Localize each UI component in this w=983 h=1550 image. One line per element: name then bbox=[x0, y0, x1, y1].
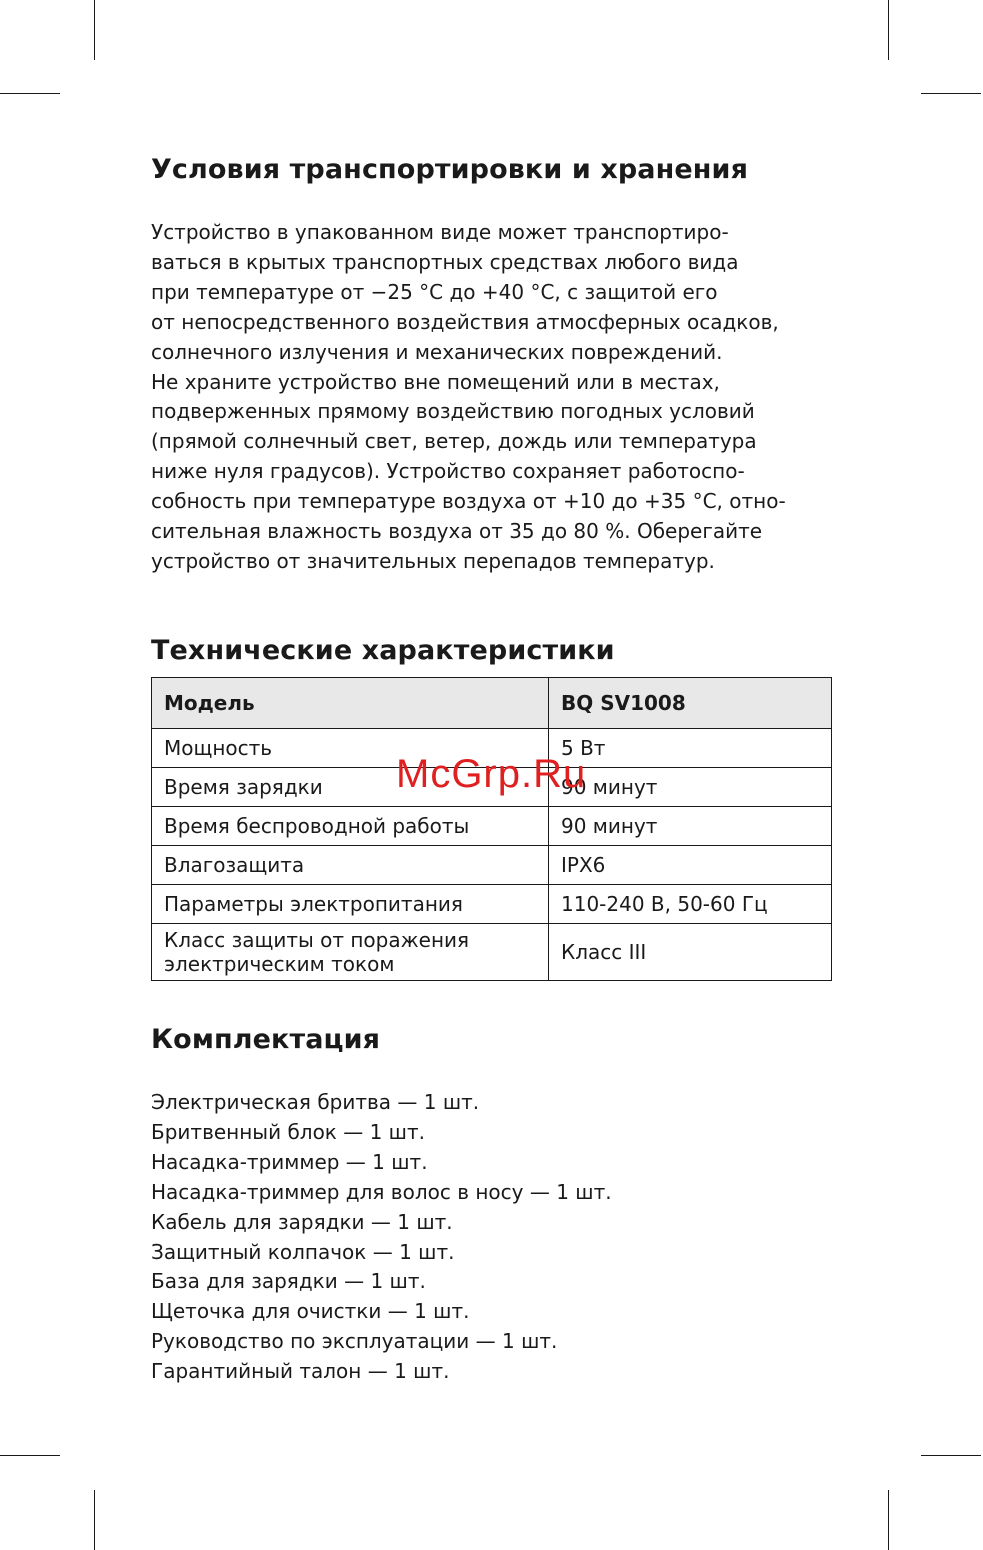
table-cell: 5 Вт bbox=[549, 729, 832, 768]
watermark: McGrp.Ru bbox=[396, 752, 587, 796]
storage-text: Устройство в упакованном виде может транспортиро- ваться в крытых транспортных средствах любого вида при температуре от −25 °С до +40 °С, с защитой его от непосредственного воздействия атмосферных осадков, солнечного излучения и механических повреждений. Не храните устройство вне помещений или в местах, подверженных прямому воздействию погодных условий (прямой солнечный свет, ветер, дождь или температура ниже нуля градусов). Устройство сохраняет работоспо- собность при температуре воздуха от +10 до +35 °С, отно- сительная влажность воздуха от 35 до 80 %. Оберегайте устройство от значительных перепадов температур. bbox=[151, 220, 786, 573]
table-cell: Класс защиты от поражения электрическим током bbox=[152, 924, 549, 981]
crop-mark bbox=[888, 1490, 889, 1550]
crop-mark bbox=[94, 1490, 95, 1550]
table-header-cell: Модель bbox=[152, 678, 549, 729]
list-item: Защитный колпачок — 1 шт. bbox=[151, 1239, 455, 1264]
kit-title: Комплектация bbox=[151, 1024, 381, 1055]
list-item: Гарантийный талон — 1 шт. bbox=[151, 1359, 450, 1384]
table-cell: Мощность bbox=[152, 729, 549, 768]
list-item: Щеточка для очистки — 1 шт. bbox=[151, 1299, 470, 1324]
table-cell: Время беспроводной работы bbox=[152, 807, 549, 846]
crop-mark bbox=[0, 1455, 60, 1456]
table-header-cell: BQ SV1008 bbox=[549, 678, 832, 729]
list-item: Насадка-триммер для волос в носу — 1 шт. bbox=[151, 1179, 612, 1204]
crop-mark bbox=[94, 0, 95, 60]
table-cell: Влагозащита bbox=[152, 846, 549, 885]
table-cell: 90 минут bbox=[549, 768, 832, 807]
table-cell: Параметры электропитания bbox=[152, 885, 549, 924]
storage-title: Условия транспортировки и хранения bbox=[151, 154, 749, 185]
kit-list bbox=[151, 1088, 612, 1387]
crop-mark bbox=[921, 93, 981, 94]
table-header-row bbox=[152, 678, 832, 729]
table-cell: 90 минут bbox=[549, 807, 832, 846]
table-row bbox=[152, 924, 832, 981]
crop-mark bbox=[921, 1455, 981, 1456]
list-item: Руководство по эксплуатации — 1 шт. bbox=[151, 1329, 558, 1354]
table-cell: Время зарядки bbox=[152, 768, 549, 807]
list-item: Кабель для зарядки — 1 шт. bbox=[151, 1209, 453, 1234]
specs-table bbox=[151, 677, 832, 981]
table-row bbox=[152, 807, 832, 846]
list-item: База для зарядки — 1 шт. bbox=[151, 1269, 426, 1294]
table-row bbox=[152, 846, 832, 885]
crop-mark bbox=[888, 0, 889, 60]
list-item: Насадка-триммер — 1 шт. bbox=[151, 1149, 428, 1174]
table-cell: IPX6 bbox=[549, 846, 832, 885]
table-cell: Класс III bbox=[549, 924, 832, 981]
list-item: Бритвенный блок — 1 шт. bbox=[151, 1119, 425, 1144]
table-row bbox=[152, 885, 832, 924]
table-cell: 110-240 В, 50-60 Гц bbox=[549, 885, 832, 924]
specs-title: Технические характеристики bbox=[151, 635, 615, 666]
crop-mark bbox=[0, 93, 60, 94]
list-item: Электрическая бритва — 1 шт. bbox=[151, 1090, 480, 1114]
